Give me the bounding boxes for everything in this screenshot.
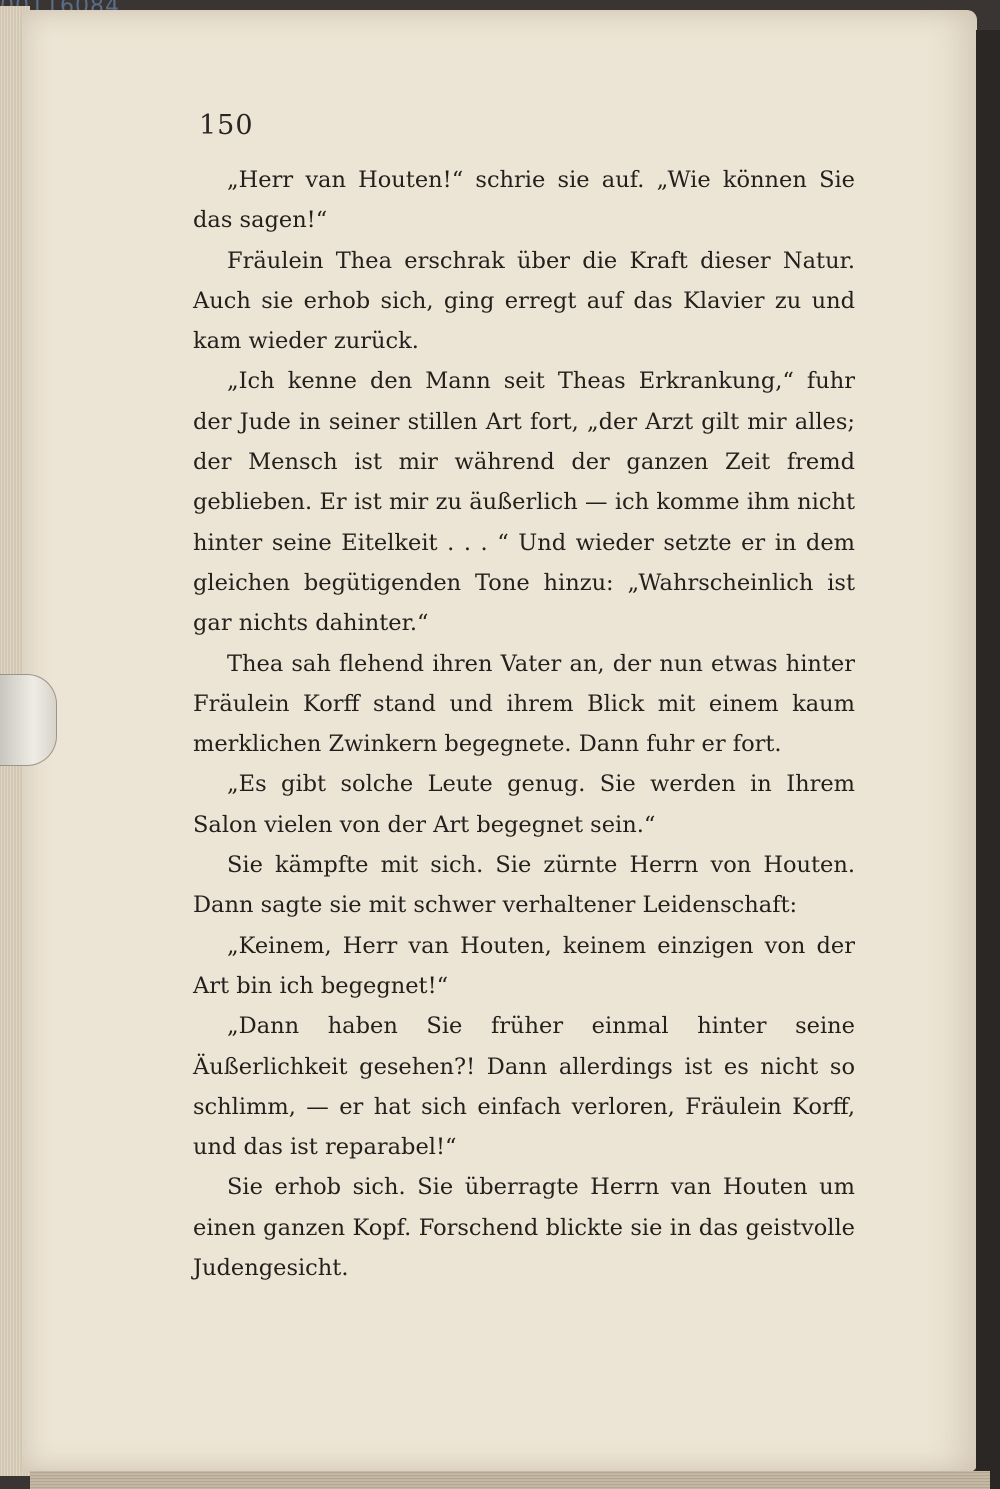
bottom-page-edge	[30, 1471, 990, 1489]
paragraph: „Keinem, Herr van Houten, keinem einzigen von der Art bin ich begegnet!“	[193, 932, 855, 999]
paragraph: „Es gibt solche Leute genug. Sie werden in Ihrem Salon vielen von der Art begegnet sein.“	[193, 771, 855, 838]
paragraph: „Herr van Houten!“ schrie sie auf. „Wie können Sie das sagen!“	[193, 167, 855, 234]
text-block	[193, 160, 855, 1288]
binding	[976, 30, 1000, 1489]
bookmark-tab[interactable]	[0, 674, 57, 766]
paragraph: Sie erhob sich. Sie überragte Herrn van Houten um einen ganzen Kopf. Forschend blickte sie in das geistvolle Judengesicht.	[193, 1174, 855, 1282]
paragraph: Sie kämpfte mit sich. Sie zürnte Herrn von Houten. Dann sagte sie mit schwer verhaltener Leidenschaft:	[193, 852, 855, 919]
paragraph: Thea sah flehend ihren Vater an, der nun etwas hinter Fräulein Korff stand und ihrem Blick mit einem kaum merklichen Zwinkern begegnete. Dann fuhr er fort.	[193, 650, 855, 758]
page-number: 150	[199, 110, 254, 141]
paragraph: Fräulein Thea erschrak über die Kraft dieser Natur. Auch sie erhob sich, ging erregt auf das Klavier zu und kam wieder zurück.	[193, 247, 855, 355]
paragraph: „Ich kenne den Mann seit Theas Erkrankung,“ fuhr der Jude in seiner stillen Art fort, „der Arzt gilt mir alles; der Mensch ist mir während der ganzen Zeit fremd geblieben. Er ist mir zu äußerlich — ich komme ihm nicht hinter seine Eitelkeit . . . “ Und wieder setzte er in dem gleichen begütigenden Tone hinzu: „Wahrscheinlich ist gar nichts dahinter.“	[193, 368, 855, 637]
paragraph: „Dann haben Sie früher einmal hinter seine Äußerlichkeit gesehen?! Dann allerdings ist es nicht so schlimm, — er hat sich einfach verloren, Fräulein Korff, und das ist reparabel!“	[193, 1013, 855, 1161]
